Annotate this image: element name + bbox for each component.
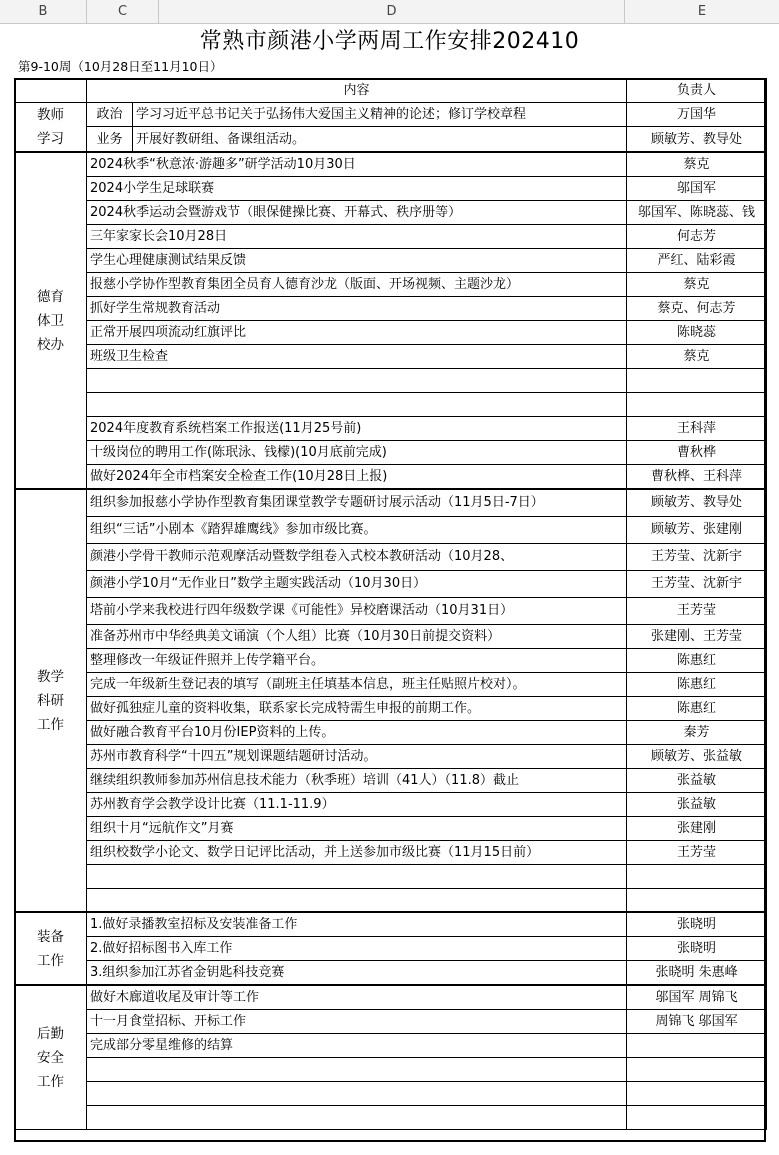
column-header-b[interactable]: B [0, 0, 87, 23]
table-row [15, 127, 767, 152]
content-cell[interactable] [87, 1082, 627, 1106]
content-cell[interactable]: 完成一年级新生登记表的填写（副班主任填基本信息，班主任贴照片校对）。 [87, 672, 627, 696]
header-owner[interactable]: 负责人 [627, 79, 767, 103]
table-row [15, 768, 767, 792]
content-cell[interactable]: 完成部分零星维修的结算 [87, 1034, 627, 1058]
content-cell[interactable]: 学生心理健康测试结果反馈 [87, 249, 627, 273]
owner-cell[interactable]: 王芳莹 [627, 840, 767, 864]
table-row [15, 249, 767, 273]
subcategory-cell[interactable]: 政治 [87, 103, 133, 127]
table-header-row [15, 79, 767, 103]
owner-cell[interactable]: 周锦飞 邬国军 [627, 1010, 767, 1034]
owner-cell[interactable]: 张建刚、王芳莹 [627, 624, 767, 648]
section-label[interactable]: 装备 工作 [15, 912, 87, 985]
table-row [15, 1106, 767, 1130]
table-row [15, 792, 767, 816]
content-cell[interactable]: 2024秋季“秋意浓·游趣多”研学活动10月30日 [87, 152, 627, 177]
owner-cell[interactable]: 顾敏芳、教导处 [627, 489, 767, 516]
table-row [15, 744, 767, 768]
content-cell[interactable] [87, 393, 627, 417]
owner-cell[interactable] [627, 888, 767, 912]
content-cell[interactable]: 准备苏州市中华经典美文诵演（个人组）比赛（10月30日前提交资料） [87, 624, 627, 648]
owner-cell[interactable]: 万国华 [627, 103, 767, 127]
column-header-c[interactable]: C [87, 0, 159, 23]
content-cell[interactable]: 1.做好录播教室招标及安装准备工作 [87, 912, 627, 937]
week-range: 第9-10周（10月28日至11月10日） [18, 59, 223, 74]
section-label[interactable]: 教学 科研 工作 [15, 489, 87, 912]
table-row [15, 570, 767, 597]
owner-cell[interactable]: 王科萍 [627, 417, 767, 441]
owner-cell[interactable]: 王芳莹、沈新宇 [627, 543, 767, 570]
table-row [15, 516, 767, 543]
owner-cell[interactable]: 邬国军 [627, 177, 767, 201]
content-cell[interactable] [87, 888, 627, 912]
content-cell[interactable]: 苏州教育学会教学设计比赛（11.1-11.9） [87, 792, 627, 816]
table-row [15, 489, 767, 516]
table-row [15, 297, 767, 321]
schedule-table [14, 78, 767, 1130]
owner-cell[interactable] [627, 1106, 767, 1130]
content-cell[interactable]: 苏州市教育科学“十四五”规划课题结题研讨活动。 [87, 744, 627, 768]
owner-cell[interactable] [627, 1082, 767, 1106]
owner-cell[interactable]: 陈惠红 [627, 696, 767, 720]
content-cell[interactable]: 继续组织教师参加苏州信息技术能力（秋季班）培训（41人）（11.8）截止 [87, 768, 627, 792]
owner-cell[interactable]: 顾敏芳、张建刚 [627, 516, 767, 543]
content-cell[interactable]: 做好2024年全市档案安全检查工作(10月28日上报) [87, 465, 627, 490]
content-cell[interactable] [87, 1058, 627, 1082]
content-cell[interactable] [87, 864, 627, 888]
content-cell[interactable]: 报慈小学协作型教育集团全员育人德育沙龙（版面、开场视频、主题沙龙） [87, 273, 627, 297]
table-row [15, 961, 767, 986]
table-row [15, 441, 767, 465]
table-row [15, 840, 767, 864]
content-cell[interactable]: 颜港小学10月“无作业日”数学主题实践活动（10月30日） [87, 570, 627, 597]
content-cell[interactable]: 十一月食堂招标、开标工作 [87, 1010, 627, 1034]
table-row [15, 888, 767, 912]
owner-cell[interactable]: 蔡克、何志芳 [627, 297, 767, 321]
content-cell[interactable]: 2.做好招标图书入库工作 [87, 937, 627, 961]
owner-cell[interactable] [627, 1034, 767, 1058]
table-row [15, 937, 767, 961]
content-cell[interactable]: 组织十月“远航作文”月赛 [87, 816, 627, 840]
table-row [15, 177, 767, 201]
section-label[interactable]: 后勤 安全 工作 [15, 985, 87, 1130]
owner-cell[interactable]: 陈晓蕊 [627, 321, 767, 345]
owner-cell[interactable]: 蔡克 [627, 273, 767, 297]
table-row [15, 816, 767, 840]
table-row [15, 720, 767, 744]
content-cell[interactable]: 正常开展四项流动红旗评比 [87, 321, 627, 345]
table-row [15, 1082, 767, 1106]
owner-cell[interactable]: 王芳莹 [627, 597, 767, 624]
owner-cell[interactable]: 张晓明 [627, 912, 767, 937]
table-row [15, 152, 767, 177]
content-cell[interactable]: 学习习近平总书记关于弘扬伟大爱国主义精神的论述；修订学校章程 [133, 103, 627, 127]
table-row [15, 672, 767, 696]
owner-cell[interactable]: 张益敏 [627, 768, 767, 792]
owner-cell[interactable]: 张益敏 [627, 792, 767, 816]
table-row [15, 393, 767, 417]
content-cell[interactable]: 塔前小学来我校进行四年级数学课《可能性》异校磨课活动（10月31日） [87, 597, 627, 624]
subcategory-cell[interactable]: 业务 [87, 127, 133, 152]
content-cell[interactable]: 抓好学生常规教育活动 [87, 297, 627, 321]
owner-cell[interactable]: 曹秋桦、王科萍 [627, 465, 767, 490]
table-row [15, 1058, 767, 1082]
column-header-e[interactable]: E [697, 4, 707, 19]
table-row [15, 417, 767, 441]
content-cell[interactable]: 三年家家长会10月28日 [87, 225, 627, 249]
header-blank-cell [15, 79, 87, 103]
content-cell[interactable]: 2024小学生足球联赛 [87, 177, 627, 201]
table-row [15, 648, 767, 672]
owner-cell[interactable] [627, 864, 767, 888]
table-row [15, 345, 767, 369]
table-row [15, 543, 767, 570]
table-row [15, 321, 767, 345]
content-cell[interactable]: 组织校数学小论文、数学日记评比活动，并上送参加市级比赛（11月15日前） [87, 840, 627, 864]
content-cell[interactable]: 做好木廊道收尾及审计等工作 [87, 985, 627, 1010]
owner-cell[interactable]: 张建刚 [627, 816, 767, 840]
column-header-bar [0, 0, 779, 24]
owner-cell[interactable]: 严红、陆彩霞 [627, 249, 767, 273]
owner-cell[interactable]: 邬国军 周锦飞 [627, 985, 767, 1010]
owner-cell[interactable]: 张晓明 朱惠峰 [627, 961, 767, 986]
table-row [15, 225, 767, 249]
owner-cell[interactable]: 陈惠红 [627, 648, 767, 672]
table-row [15, 912, 767, 937]
table-row [15, 985, 767, 1010]
table-row [15, 369, 767, 393]
content-cell[interactable]: 组织参加报慈小学协作型教育集团课堂教学专题研讨展示活动（11月5日-7日） [87, 489, 627, 516]
section-label[interactable]: 教师 学习 [15, 103, 87, 153]
content-cell[interactable]: 开展好教研组、备课组活动。 [133, 127, 627, 152]
table-row [15, 864, 767, 888]
owner-cell[interactable] [627, 1058, 767, 1082]
table-row [15, 1010, 767, 1034]
table-row [15, 624, 767, 648]
owner-cell[interactable]: 顾敏芳、张益敏 [627, 744, 767, 768]
section-label[interactable]: 德育 体卫 校办 [15, 152, 87, 489]
content-cell[interactable]: 2024年度教育系统档案工作报送(11月25号前) [87, 417, 627, 441]
table-row [15, 201, 767, 225]
content-cell[interactable]: 班级卫生检查 [87, 345, 627, 369]
owner-cell[interactable]: 张晓明 [627, 937, 767, 961]
content-cell[interactable]: 做好孤独症儿童的资料收集，联系家长完成特需生申报的前期工作。 [87, 696, 627, 720]
content-cell[interactable] [87, 369, 627, 393]
content-cell[interactable]: 2024秋季运动会暨游戏节（眼保健操比赛、开幕式、秩序册等） [87, 201, 627, 225]
content-cell[interactable]: 颜港小学骨干教师示范观摩活动暨数学组卷入式校本教研活动（10月28、 [87, 543, 627, 570]
content-cell[interactable] [87, 1106, 627, 1130]
table-row [15, 273, 767, 297]
header-content[interactable]: 内容 [87, 79, 627, 103]
owner-cell[interactable]: 曹秋桦 [627, 441, 767, 465]
table-row [15, 465, 767, 490]
page-title: 常熟市颜港小学两周工作安排202410 [199, 29, 580, 54]
table-row [15, 597, 767, 624]
owner-cell[interactable]: 蔡克 [627, 152, 767, 177]
column-header-d[interactable]: D [159, 0, 625, 23]
content-cell[interactable]: 做好融合教育平台10月份IEP资料的上传。 [87, 720, 627, 744]
content-cell[interactable]: 组织“三话”小剧本《踏猂雄鹰线》参加市级比赛。 [87, 516, 627, 543]
table-row [15, 1034, 767, 1058]
owner-cell[interactable]: 邬国军、陈晓蕊、钱 [627, 201, 767, 225]
owner-cell[interactable] [627, 393, 767, 417]
owner-cell[interactable]: 蔡克 [627, 345, 767, 369]
content-cell[interactable]: 整理修改一年级证件照并上传学籍平台。 [87, 648, 627, 672]
owner-cell[interactable]: 顾敏芳、教导处 [627, 127, 767, 152]
owner-cell[interactable]: 秦芳 [627, 720, 767, 744]
table-row [15, 696, 767, 720]
owner-cell[interactable]: 陈惠红 [627, 672, 767, 696]
owner-cell[interactable]: 王芳莹、沈新宇 [627, 570, 767, 597]
owner-cell[interactable] [627, 369, 767, 393]
table-row [15, 103, 767, 127]
owner-cell[interactable]: 何志芳 [627, 225, 767, 249]
content-cell[interactable]: 十级岗位的聘用工作(陈珉泳、钱檬)(10月底前完成) [87, 441, 627, 465]
content-cell[interactable]: 3.组织参加江苏省金钥匙科技竞赛 [87, 961, 627, 986]
